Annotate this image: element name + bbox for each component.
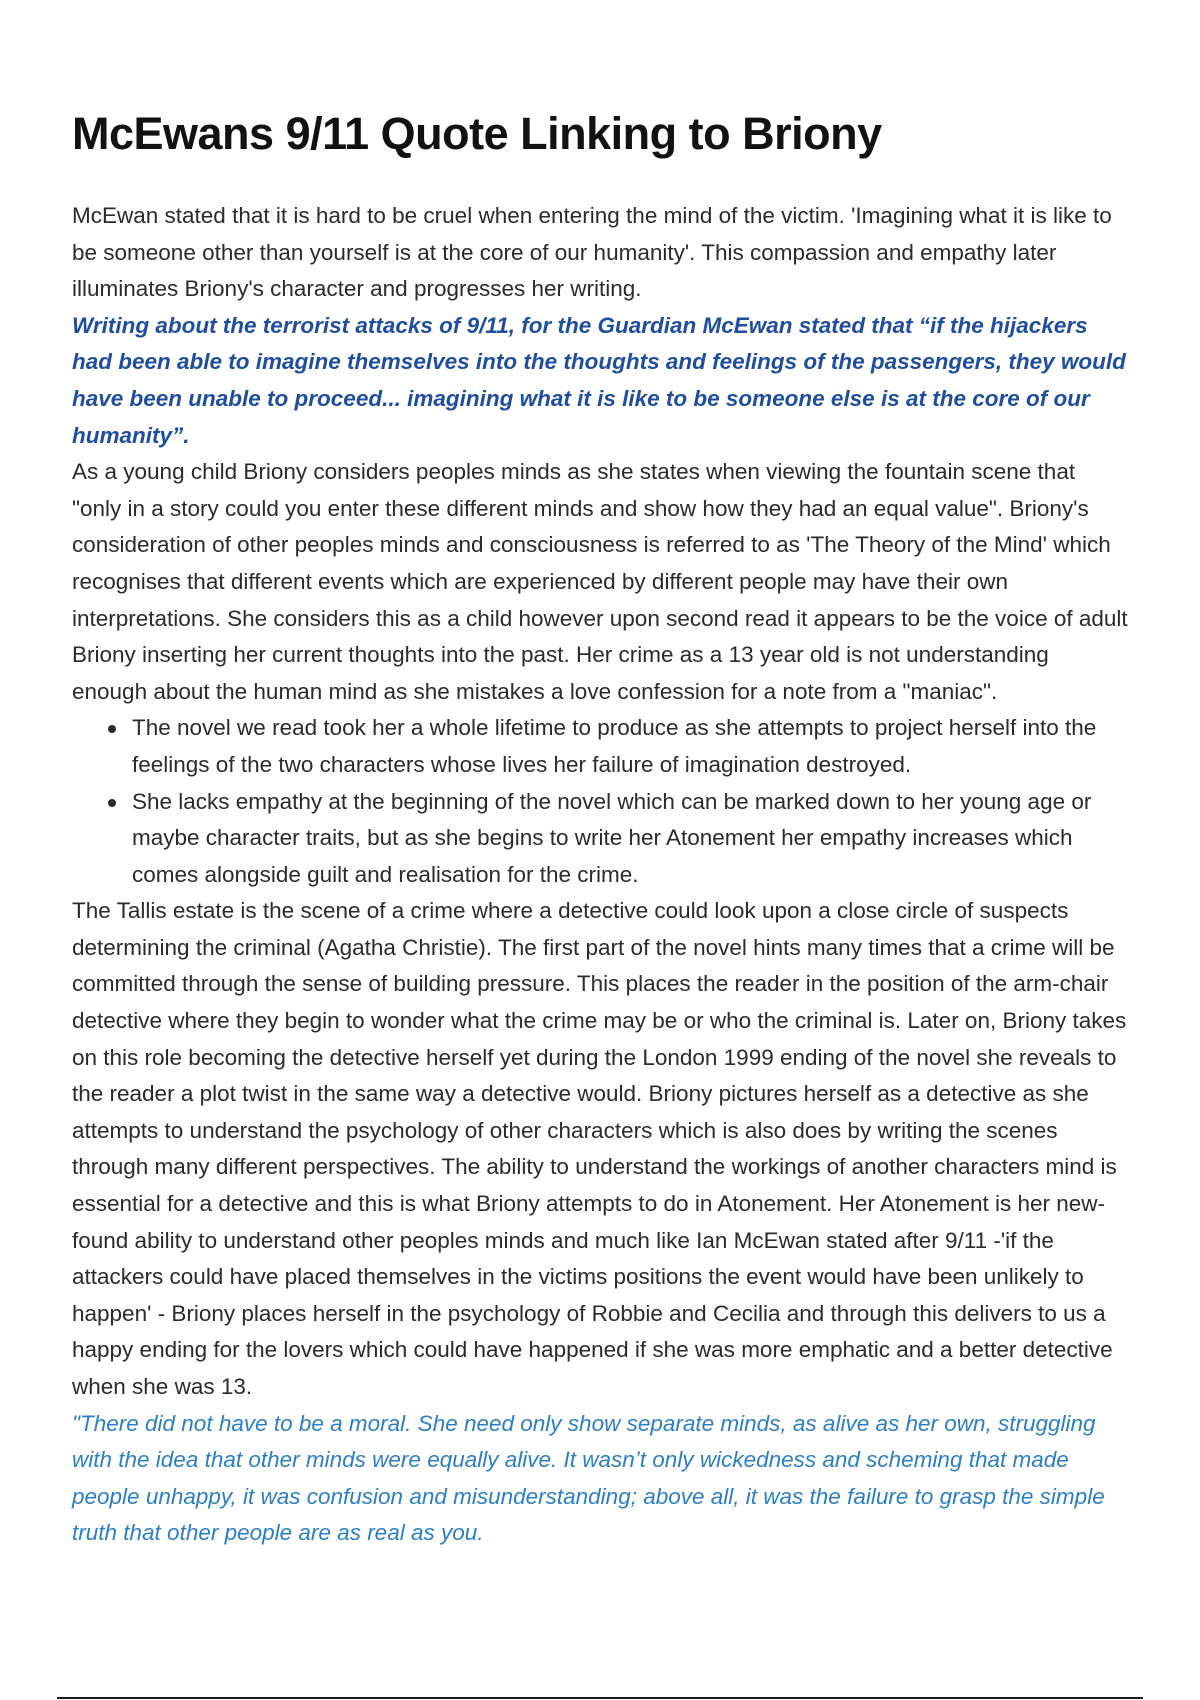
page-title: McEwans 9/11 Quote Linking to Briony xyxy=(72,108,882,159)
bottom-divider xyxy=(57,1697,1143,1699)
bullet-icon xyxy=(108,799,116,807)
detective-paragraph: The Tallis estate is the scene of a crime where a detective could look upon a close circle of suspects determining the criminal (Agatha Christie). The first part of the novel hints many times that a crime will be committed through the sense of building pressure. This places the reader in the position of the arm-chair detective where they begin to wonder what the crime may be or who the criminal is. Later on, Briony takes on this role becoming the detective herself yet during the London 1999 ending of the novel she reveals to the reader a plot twist in the same way a detective would. Briony pictures herself as a detective as she attempts to understand the psychology of other characters which is also does by writing the scenes through many different perspectives. The ability to understand the workings of another characters mind is essential for a detective and this is what Briony attempts to do in Atonement. Her Atonement is her new-found ability to understand other peoples minds and much like Ian McEwan stated after 9/11 -'if the attackers could have placed themselves in the victims positions the event would have been unlikely to happen' - Briony places herself in the psychology of Robbie and Cecilia and through this delivers to us a happy ending for the lovers which could have happened if she was more emphatic and a better detective when she was 13. xyxy=(72,898,1127,1399)
intro-paragraph: McEwan stated that it is hard to be cruel when entering the mind of the victim. 'Imagining what it is like to be someone other than yourself is at the core of our humanity'. This compassion and empathy later illuminates Briony's character and progresses her writing. xyxy=(72,203,1112,302)
guardian-quote: Writing about the terrorist attacks of 9/11, for the Guardian McEwan stated that “if the hijackers had been able to imagine themselves into the thoughts and feelings of the passengers, they would have been unable to proceed... imagining what it is like to be someone else is at the core of our humanity”. xyxy=(72,312,1126,448)
closing-quote: "There did not have to be a moral. She need only show separate minds, as alive as her own, struggling with the idea that other minds were equally alive. It wasn’t only wickedness and scheming that made people unhappy, it was confusion and misunderstanding; above all, it was the failure to grasp the simple truth that other people are as real as you. xyxy=(72,1410,1105,1546)
bullet-text: She lacks empathy at the beginning of the novel which can be marked down to her young age or maybe character traits, but as she begins to write her Atonement her empathy increases which comes alongside guilt and realisation for the crime. xyxy=(132,788,1092,887)
young-briony-paragraph: As a young child Briony considers peoples minds as she states when viewing the fountain scene that "only in a story could you enter these different minds and show how they had an equal value". Briony's consideration of other peoples minds and consciousness is referred to as 'The Theory of the Mind' which recognises that different events which are experienced by different people may have their own interpretations. She considers this as a child however upon second read it appears to be the voice of adult Briony inserting her current thoughts into the past. Her crime as a 13 year old is not understanding enough about the human mind as she mistakes a love confession for a note from a "maniac". xyxy=(72,459,1128,704)
bullet-item xyxy=(132,784,1128,894)
bullet-list xyxy=(72,710,1128,893)
bullet-text: The novel we read took her a whole lifetime to produce as she attempts to project herself into the feelings of the two characters whose lives her failure of imagination destroyed. xyxy=(132,715,1097,777)
bullet-icon xyxy=(108,725,116,733)
bullet-item xyxy=(132,710,1128,783)
document-page xyxy=(72,104,1128,1552)
